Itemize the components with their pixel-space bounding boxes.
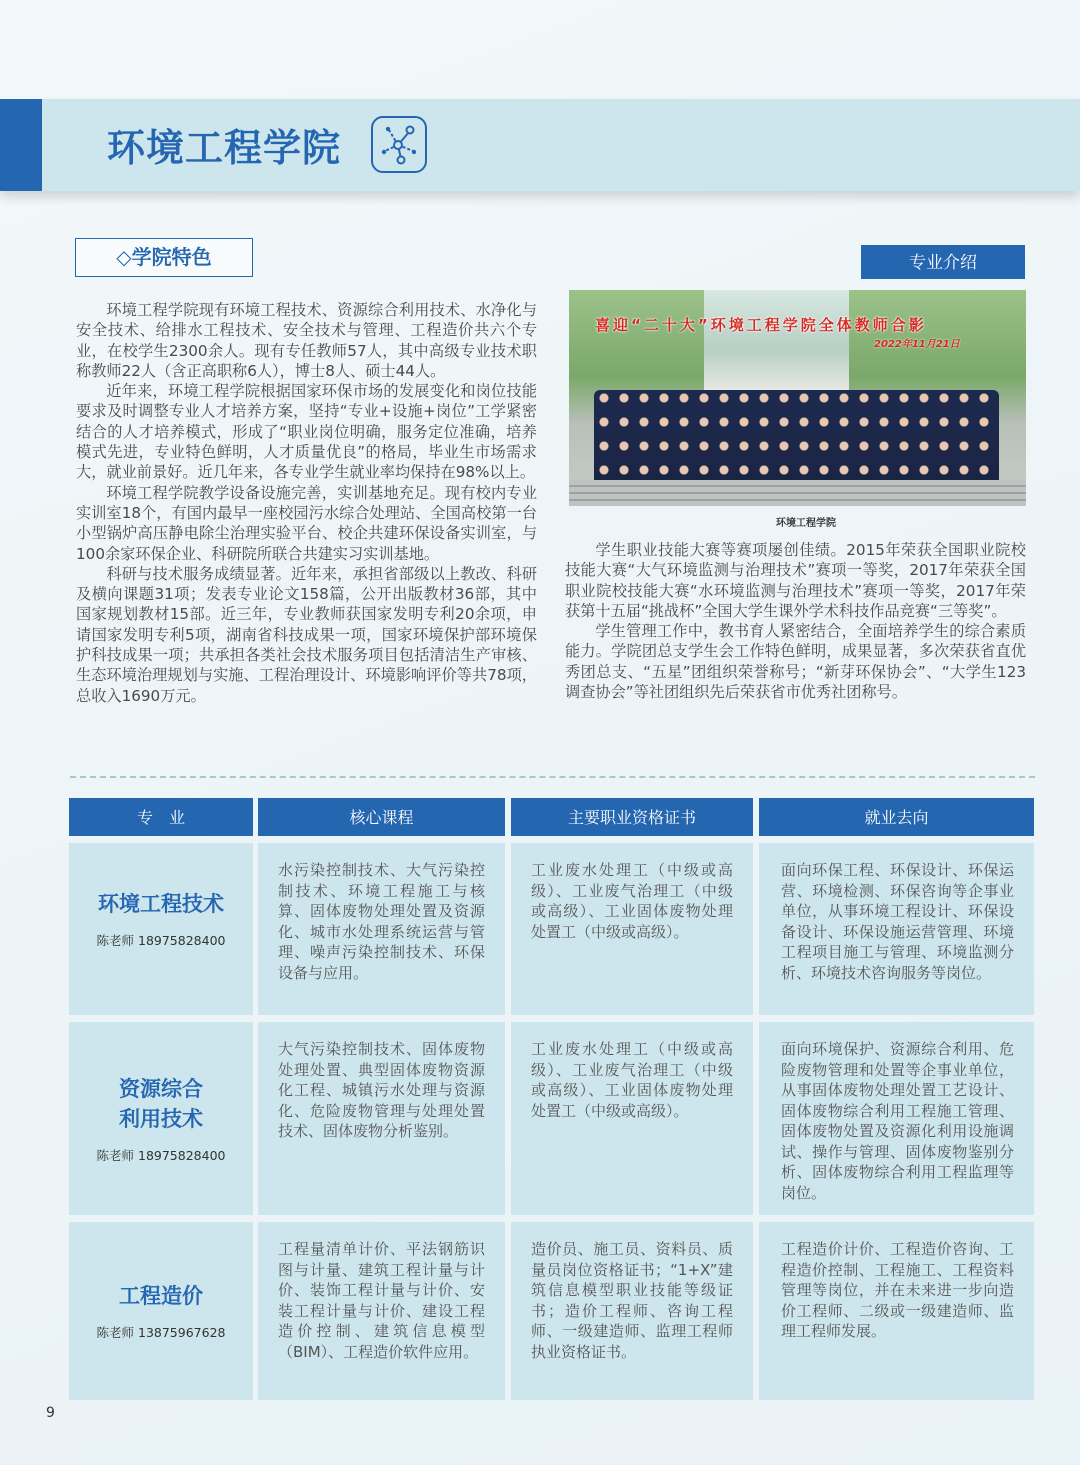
table-row-major <box>69 843 253 1015</box>
table-header-certificates: 主要职业资格证书 <box>511 798 753 836</box>
paragraph: 学生职业技能大赛等赛项屡创佳绩。2015年荣获全国职业院校技能大赛“大气环境监测与治理技术”赛项一等奖，2017年荣获全国职业院校技能大赛“水环境监测与治理技术”赛项一等奖，2017年荣获第十五届“挑战杯”全国大学生课外学术科技作品竞赛“三等奖”。 <box>565 541 1026 620</box>
table-row-major <box>69 1022 253 1215</box>
core-courses-cell: 大气污染控制技术、固体废物处理处置、典型固体废物资源化工程、城镇污水处理与资源化、危险废物管理与处理处置技术、固体废物分析鉴别。 <box>258 1022 505 1215</box>
section-tag-major-intro: 专业介绍 <box>861 245 1025 279</box>
major-contact: 陈老师 13875967628 <box>96 1325 226 1340</box>
employment-cell: 面向环境保护、资源综合利用、危险废物管理和处置等企事业单位，从事固体废物处理处置工艺设计、固体废物综合利用工程施工管理、固体废物处置及资源化利用设施调试、操作与管理、固体废物鉴别分析、固体废物综合利用工程监理等岗位。 <box>759 1022 1034 1215</box>
paragraph: 学生管理工作中，教书育人紧密结合，全面培养学生的综合素质能力。学院团总支学生会工作特色鲜明，成果显著，多次荣获省直优秀团总支、“五星”团组织荣誉称号；“新芽环保协会”、“大学生123调查协会”等社团组织先后荣获省市优秀社团称号。 <box>565 622 1026 702</box>
photo-date-text: 2022年11月21日 <box>874 339 960 350</box>
student-achievements <box>565 540 1026 702</box>
major-contact: 陈老师 18975828400 <box>96 1147 226 1163</box>
network-nodes-icon <box>371 116 427 173</box>
dashed-divider <box>70 776 1035 778</box>
certificates-cell: 工业废水处理工（中级或高级）、工业废气治理工（中级或高级）、工业固体废物处理处置工（中级或高级）。 <box>511 843 753 1015</box>
paragraph: 近年来，环境工程学院根据国家环保市场的发展变化和岗位技能要求及时调整专业人才培养方案，坚持“专业+设施+岗位”工学紧密结合的人才培养模式，形成了“职业岗位明确，服务定位准确，培养模式先进，专业特色鲜明，人才质量优良”的格局，毕业生市场需求大，就业前景好。近几年来，各专业学生就业率均保持在98%以上。 <box>76 382 537 482</box>
major-name-line: 资源综合 <box>119 1076 203 1101</box>
major-name: 环境工程技术 <box>98 892 224 916</box>
paragraph: 环境工程学院现有环境工程技术、资源综合利用技术、水净化与安全技术、给排水工程技术、安全技术与管理、工程造价共六个专业，在校学生2300余人。现有专任教师57人，其中高级专业技术职称教师22人（含正高职称6人），博士8人、硕士44人。 <box>76 301 537 380</box>
major-name-line: 利用技术 <box>119 1106 203 1131</box>
employment-cell: 工程造价计价、工程造价咨询、工程造价控制、工程施工、工程资料管理等岗位，并在未来进一步向造价工程师、二级或一级建造师、监理工程师发展。 <box>759 1222 1034 1400</box>
page-number: 9 <box>46 1405 55 1421</box>
employment-cell: 面向环保工程、环保设计、环保运营、环境检测、环保咨询等企事业单位，从事环境工程设计、环保设备设计、环保设施运营管理、环境工程项目施工与管理、环境监测分析、环境技术咨询服务等岗位。 <box>759 843 1034 1015</box>
core-courses-cell: 水污染控制技术、大气污染控制技术、环境工程施工与核算、固体废物处理处置及资源化、城市水处理系统运营与管理、噪声污染控制技术、环保设备与应用。 <box>258 843 505 1015</box>
major-contact: 陈老师 18975828400 <box>96 933 226 948</box>
page-title: 环境工程学院 <box>107 126 342 170</box>
banner-accent-bar <box>0 99 42 191</box>
table-row-major <box>69 1222 253 1400</box>
photo-steps <box>569 480 1026 506</box>
photo-banner-text: 喜迎“二十大”环境工程学院全体教师合影 <box>595 316 927 334</box>
faculty-group-photo <box>569 290 1026 506</box>
table-header-core-courses: 核心课程 <box>258 798 505 836</box>
major-name: 工程造价 <box>119 1284 203 1308</box>
table-header-employment: 就业去向 <box>759 798 1034 836</box>
section-tag-college-features: ◇学院特色 <box>75 238 253 277</box>
college-description <box>76 300 537 706</box>
paragraph: 环境工程学院教学设备设施完善，实训基地充足。现有校内专业实训室18个，有国内最早一座校园污水综合处理站、全国高校第一台小型锅炉高压静电除尘治理实验平台、校企共建环保设备实训室，与100余家环保企业、科研院所联合共建实习实训基地。 <box>76 483 537 563</box>
photo-building <box>704 290 849 390</box>
core-courses-cell: 工程量清单计价、平法钢筋识图与计量、建筑工程计量与计价、装饰工程计量与计价、安装工程计量与计价、建设工程造价控制、建筑信息模型（BIM）、工程造价软件应用。 <box>258 1222 505 1400</box>
paragraph: 科研与技术服务成绩显著。近年来，承担省部级以上教改、科研及横向课题31项；发表专业论文158篇，公开出版教材36部，其中国家规划教材15部。近三年，专业教师获国家发明专利20余项，申请国家发明专利5项，湖南省科技成果一项，国家环境保护部环境保护科技成果一项；共承担各类社会技术服务项目包括清洁生产审核、生态环境治理规划与实施、工程治理设计、环境影响评价等共78项，总收入1690万元。 <box>76 564 537 705</box>
certificates-cell: 造价员、施工员、资料员、质量员岗位资格证书；“1+X”建筑信息模型职业技能等级证书；造价工程师、咨询工程师、一级建造师、监理工程师执业资格证书。 <box>511 1222 753 1400</box>
photo-caption: 环境工程学院 <box>776 518 836 529</box>
certificates-cell: 工业废水处理工（中级或高级）、工业废气治理工（中级或高级）、工业固体废物处理处置工（中级或高级）。 <box>511 1022 753 1215</box>
table-header-major: 专 业 <box>69 798 253 836</box>
